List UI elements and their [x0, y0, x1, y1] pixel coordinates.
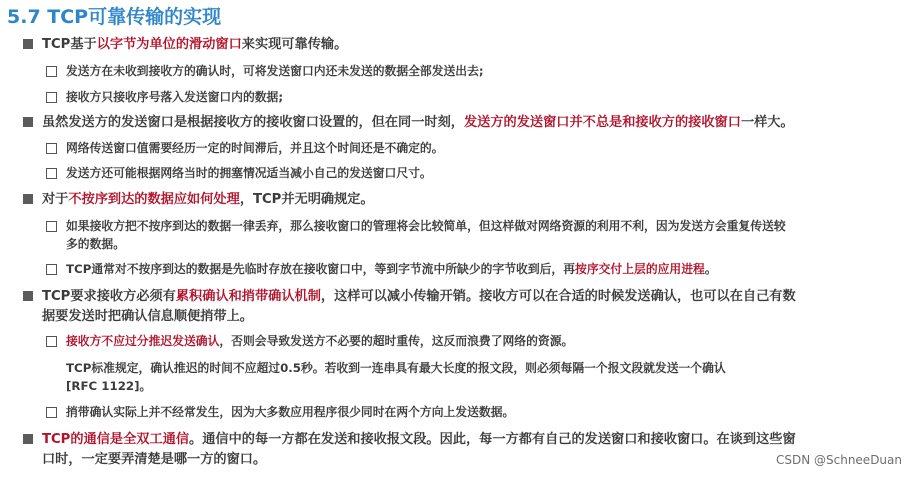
checkbox-bullet-icon: [46, 407, 57, 418]
square-bullet-icon: [23, 39, 33, 49]
bullet-4-note-line-2: [RFC 1122]。: [66, 379, 152, 393]
checkbox-bullet-icon: [46, 168, 57, 179]
square-bullet-icon: [23, 194, 33, 204]
checkbox-bullet-icon: [46, 336, 57, 347]
checkbox-bullet-icon: [46, 143, 57, 154]
watermark: CSDN @SchneeDuan: [775, 453, 902, 467]
bullet-4-line-2: 据要发送时把确认信息顺便捎带上。: [42, 309, 253, 324]
bullet-2-sub-2-text: 发送方还可能根据网络当时的拥塞情况适当减小自己的发送窗口尺寸。: [66, 166, 432, 180]
checkbox-bullet-icon: [46, 264, 57, 275]
bullet-3-text: 对于不按序到达的数据应如何处理，TCP并无明确规定。: [42, 192, 374, 207]
bullet-5-line-2: 口时，一定要弄清楚是哪一方的窗口。: [42, 452, 267, 467]
bullet-1-sub-2-text: 接收方只接收序号落入发送窗口内的数据;: [66, 90, 284, 104]
bullet-4-note-line-1: TCP标准规定，确认推迟的时间不应超过0.5秒。若收到一连串具有最大长度的报文段，则必须每隔一个报文段就发送一个确认: [66, 361, 726, 375]
bullet-5-line-1: TCP的通信是全双工通信。通信中的每一方都在发送和接收报文段。因此，每一方都有自己的发送窗口和接收窗口。在谈到这些窗: [42, 432, 796, 447]
bullet-4-line-1: TCP要求接收方必须有累积确认和捎带确认机制，这样可以减小传输开销。接收方可以在合适的时候发送确认，也可以在自己有数: [42, 289, 796, 304]
bullet-2-sub-1-text: 网络传送窗口值需要经历一定的时间滞后，并且这个时间还是不确定的。: [66, 141, 444, 155]
square-bullet-icon: [23, 291, 33, 301]
square-bullet-icon: [23, 117, 33, 127]
bullet-1-sub-1-text: 发送方在未收到接收方的确认时，可将发送窗口内还未发送的数据全部发送出去;: [66, 64, 484, 78]
checkbox-bullet-icon: [46, 221, 57, 232]
bullet-4-sub-2-text: 捎带确认实际上并不经常发生，因为大多数应用程序很少同时在两个方向上发送数据。: [66, 405, 515, 419]
square-bullet-icon: [23, 434, 33, 444]
bullet-4-sub-1-text: 接收方不应过分推迟发送确认，否则会导致发送方不必要的超时重传，这反而浪费了网络的资源。: [66, 334, 574, 348]
checkbox-bullet-icon: [46, 92, 57, 103]
page-title: 5.7 TCP可靠传输的实现: [7, 6, 222, 28]
bullet-3-sub-1-line-2: 多的数据。: [66, 237, 125, 251]
bullet-1-text: TCP基于以字节为单位的滑动窗口来实现可靠传输。: [42, 37, 348, 52]
checkbox-bullet-icon: [46, 66, 57, 77]
bullet-2-text: 虽然发送方的发送窗口是根据接收方的接收窗口设置的，但在同一时刻，发送方的发送窗口并不总是和接收方的接收窗口一样大。: [42, 115, 794, 130]
bullet-3-sub-2-text: TCP通常对不按序到达的数据是先临时存放在接收窗口中，等到字节流中所缺少的字节收到后，再按序交付上层的应用进程。: [66, 262, 717, 276]
bullet-3-sub-1-line-1: 如果接收方把不按序到达的数据一律丢弃，那么接收窗口的管理将会比较简单，但这样做对网络资源的利用不利，因为发送方会重复传送较: [66, 219, 786, 233]
